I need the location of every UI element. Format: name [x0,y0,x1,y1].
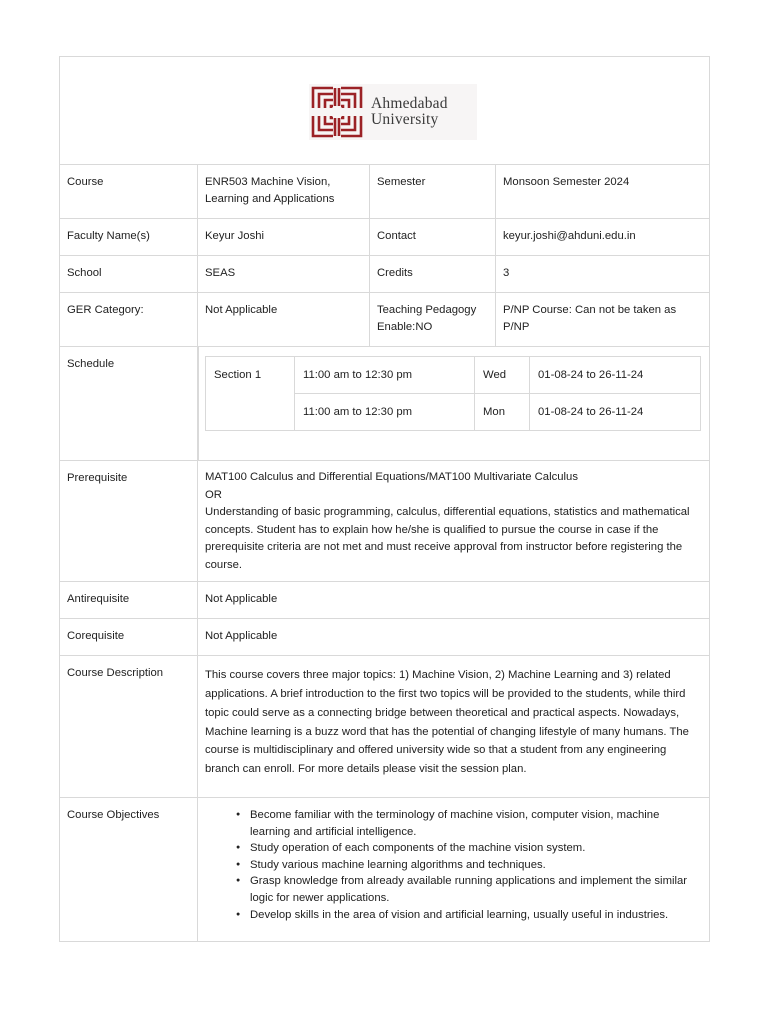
value-pnp-course: P/NP Course: Can not be taken as P/NP [503,304,677,333]
value-course: ENR503 Machine Vision, Learning and Applications [198,165,370,218]
label-semester: Semester [370,165,496,218]
list-item: ● Study operation of each components of the machine vision system. [236,840,702,857]
label-course-objectives: Course Objectives [60,798,198,941]
label-school: School [60,256,198,292]
value-corequisite: Not Applicable [205,630,278,642]
row-course-description [60,656,709,798]
header [60,57,709,165]
row-faculty [60,219,709,256]
schedule-dates: 01-08-24 to 26-11-24 [530,357,701,394]
prerequisite-line-2: OR [205,488,222,501]
row-course [60,165,709,219]
list-item: ● Grasp knowledge from already available running applications and implement the similar logic for newer applications. [236,873,702,906]
row-ger [60,293,709,347]
value-prerequisite [198,461,709,581]
schedule-time: 11:00 am to 12:30 pm [295,357,475,394]
value-semester: Monsoon Semester 2024 [503,176,630,188]
label-contact: Contact [370,219,496,255]
logo-line-1: Ahmedabad [371,94,448,112]
column-divider [198,347,199,460]
university-logo [309,84,477,140]
schedule-row [206,357,701,394]
row-antirequisite [60,582,709,619]
label-prerequisite: Prerequisite [60,461,198,581]
label-ger-category: GER Category: [60,293,198,346]
label-faculty: Faculty Name(s) [60,219,198,255]
label-course-description: Course Description [60,656,198,797]
value-antirequisite: Not Applicable [205,593,278,605]
prerequisite-line-1: MAT100 Calculus and Differential Equations/MAT100 Multivariate Calculus [205,471,578,483]
logo-line-2: University [371,111,439,128]
value-faculty: Keyur Joshi [198,219,370,255]
label-antirequisite: Antirequisite [60,582,198,618]
schedule-day: Mon [475,394,530,431]
schedule-day: Wed [475,357,530,394]
value-credits: 3 [503,267,510,279]
prerequisite-line-3: Understanding of basic programming, calculus, differential equations, statistics and mathematical concepts. Student has to explain how he/she is qualified to pursue the course in case if the prerequisite criteria are not met and must receive approval from instructor before registering the course. [205,506,690,571]
schedule-section: Section 1 [206,357,295,431]
row-school [60,256,709,293]
objectives-list [236,807,702,923]
value-course-description: This course covers three major topics: 1) Machine Vision, 2) Machine Learning and 3) related applications. A brief introduction to the first two topics will be provided to the students, while third topic could serve as a connecting bridge between theoretical and practical aspects. Nowadays, Machine learning is a buzz word that has the potential of changing lifestyle of many humans. The course is multidisciplinary and offered university wide so that a student from any engineering branch can enroll. For more details please visit the session plan. [205,669,689,776]
list-item: ● Become familiar with the terminology of machine vision, computer vision, machine learning and artificial intelligence. [236,807,702,840]
list-item: ● Develop skills in the area of vision and artificial learning, usually useful in industries. [236,907,702,924]
row-prerequisite [60,461,709,582]
value-ger-category: Not Applicable [198,293,370,346]
row-course-objectives [60,798,709,941]
schedule-dates: 01-08-24 to 26-11-24 [530,394,701,431]
label-teaching-pedagogy: Teaching Pedagogy Enable:NO [370,293,496,346]
schedule-table [205,356,701,431]
value-school: SEAS [198,256,370,292]
label-corequisite: Corequisite [60,619,198,655]
schedule-time: 11:00 am to 12:30 pm [295,394,475,431]
value-contact-email: keyur.joshi@ahduni.edu.in [503,230,636,242]
label-schedule: Schedule [60,347,198,460]
university-emblem-icon [311,86,363,138]
course-info-table [59,56,710,942]
label-course: Course [60,165,198,218]
row-schedule [60,347,709,461]
list-item: ● Study various machine learning algorithms and techniques. [236,857,702,874]
row-corequisite [60,619,709,656]
label-credits: Credits [370,256,496,292]
value-course-objectives [198,798,709,941]
